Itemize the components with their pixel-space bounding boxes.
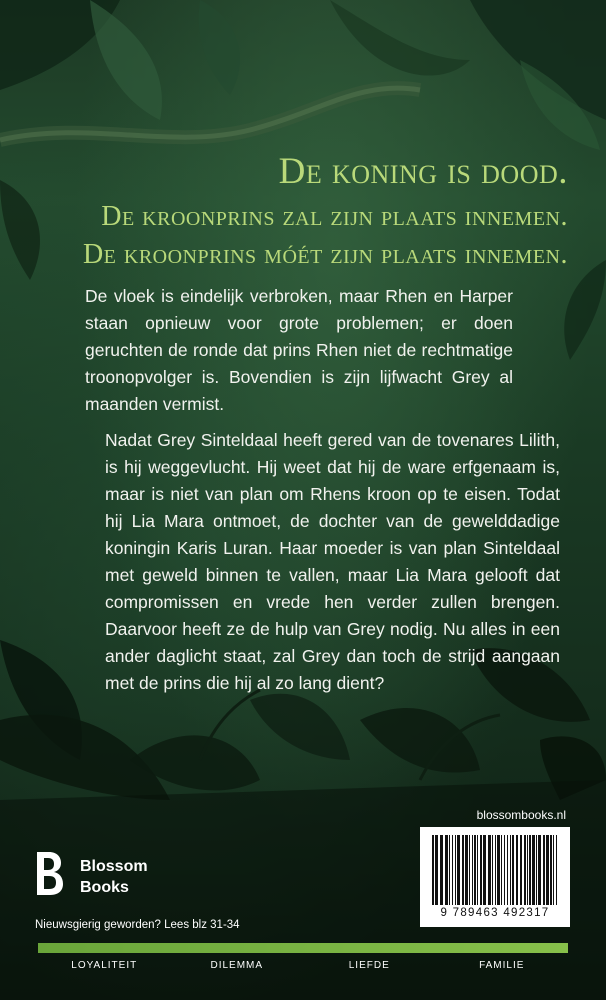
barcode-bar [543,835,545,905]
barcode-bar [474,835,476,905]
barcode-bar [462,835,464,905]
intro-paragraph: De vloek is eindelijk verbroken, maar Rhen en Harper staan opnieuw voor grote problemen; er doen geruchten de ronde dat prins Rhen niet de rechtmatige troonopvolger is. Bovendien is zijn lijfwacht Grey al maanden vermist. [85,286,513,414]
tagline-line-2: De kroonprins zal zijn plaats innemen. [101,201,568,232]
publisher-name [80,856,148,898]
barcode-bar [532,835,535,905]
publisher-url: blossombooks.nl [476,808,566,822]
barcode-bar [452,835,453,905]
barcode-bar [512,835,514,905]
tagline [8,150,568,274]
genre-label: LOYALITEIT [71,960,138,971]
barcode-bar [469,835,470,905]
barcode [420,827,570,927]
synopsis-paragraph: Nadat Grey Sinteldaal heeft gered van de tovenares Lilith, is hij weggevlucht. Hij weet dat hij de ware erfgenaam is, maar is niet van plan om Rhens kroon op te eisen. Todat hij Lia Mara ontmoet, de dochter van de gewelddadige koningin Karis Luran. Haar moeder is van plan Sinteldaal met geweld binnen te vallen, maar Lia Mara gelooft dat compromissen en vrede hen verder zullen brengen. Daarvoor heeft ze de hulp van Grey nodig. Nu alles in een ander daglicht staat, zal Grey dan toch de strijd aangaan met de prins die hij al zo lang dient? [105,430,560,693]
barcode-bar [529,835,531,905]
barcode-bar [495,835,496,905]
barcode-bar [516,835,518,905]
barcode-bar [480,835,482,905]
barcode-bar [524,835,526,905]
barcode-bars [430,835,560,909]
barcode-bar [546,835,549,905]
barcode-bar [465,835,468,905]
barcode-bar [520,835,522,905]
barcode-bar [553,835,554,905]
tagline-line-1: De koning is dood. [278,151,568,192]
barcode-bar [472,835,473,905]
barcode-bar [445,835,448,905]
barcode-bar [527,835,528,905]
barcode-bar [483,835,486,905]
barcode-bar [432,835,434,905]
barcode-bar [556,835,557,905]
barcode-bar [507,835,508,905]
barcode-bar [497,835,500,905]
barcode-bar [435,835,438,905]
isbn-number: 9 789463 492317 [440,907,550,919]
barcode-bar [550,835,552,905]
publisher-name-line-1: Blossom [80,858,148,875]
barcode-bar [504,835,505,905]
blossom-logo-icon [35,850,71,905]
genre-label: DILEMMA [210,960,264,971]
barcode-bar [477,835,478,905]
barcode-bar [510,835,511,905]
genre-label: LIEFDE [348,960,390,971]
barcode-bar [455,835,456,905]
tagline-line-3: De kroonprins móét zijn plaats innemen. [82,239,568,270]
barcode-bar [536,835,537,905]
publisher-logo [35,850,175,905]
barcode-bar [457,835,460,905]
barcode-bar [449,835,450,905]
teaser-text: Nieuwsgierig geworden? Lees blz 31-34 [35,919,240,931]
genre-label: FAMILIE [479,960,525,971]
publisher-name-line-2: Books [80,879,129,896]
barcode-bar [492,835,493,905]
genre-bar [38,943,568,953]
genre-labels [38,960,568,971]
barcode-bar [488,835,491,905]
barcode-bar [501,835,502,905]
barcode-bar [538,835,541,905]
barcode-bar [440,835,443,905]
